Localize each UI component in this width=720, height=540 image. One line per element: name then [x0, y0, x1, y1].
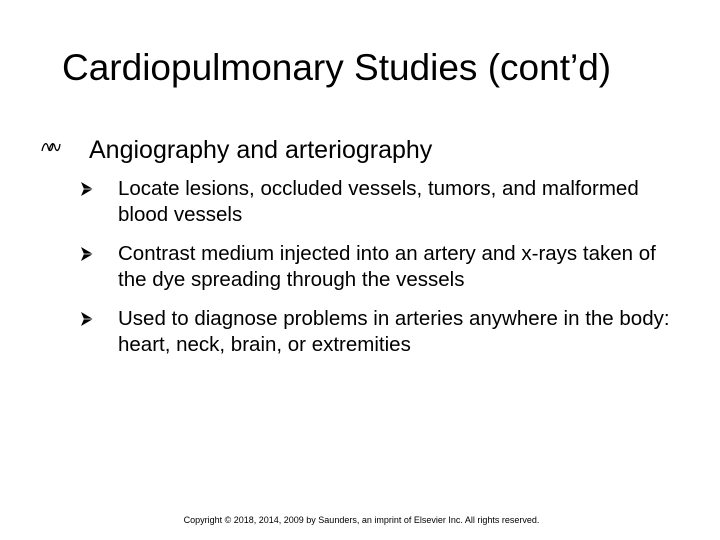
- sub-bullet-item: [80, 306, 680, 357]
- copyright-text: Copyright © 2018, 2014, 2009 by Saunders, an imprint of Elsevier Inc. All rights reserved.: [183, 515, 540, 525]
- arrow-bullet-icon: [80, 311, 94, 327]
- sub-bullet-text: Used to diagnose problems in arteries anywhere in the body: heart, neck, brain, or extremities: [118, 307, 670, 356]
- arrow-bullet-icon: [80, 181, 94, 197]
- sub-bullet-text: Contrast medium injected into an artery and x-rays taken of the dye spreading through the vessels: [118, 242, 656, 291]
- main-bullet-text: Angiography and arteriography: [89, 136, 433, 164]
- copyright-footer: [0, 514, 720, 526]
- double-s-bullet-icon: [40, 140, 62, 154]
- sub-bullet-list: [80, 176, 680, 371]
- sub-bullet-text: Locate lesions, occluded vessels, tumors, and malformed blood vessels: [118, 177, 639, 226]
- arrow-bullet-icon: [80, 246, 94, 262]
- sub-bullet-item: [80, 241, 680, 292]
- sub-bullet-item: [80, 176, 680, 227]
- slide-title: Cardiopulmonary Studies (cont’d): [62, 47, 612, 88]
